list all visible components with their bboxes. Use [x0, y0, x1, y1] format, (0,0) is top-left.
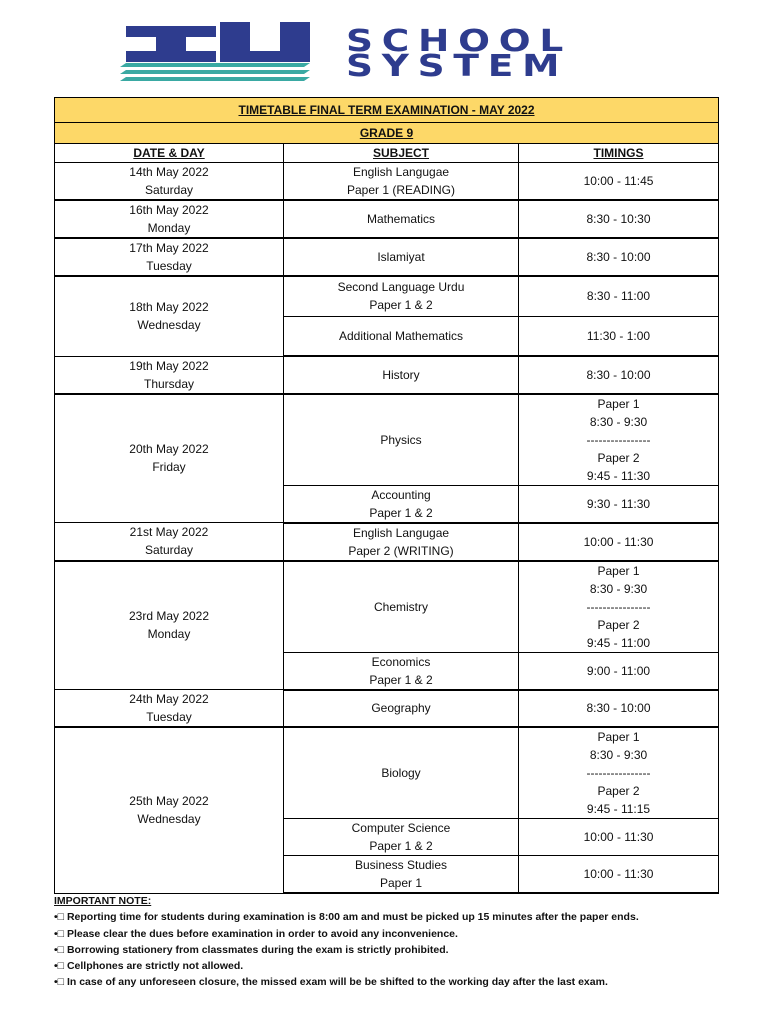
column-header-date: DATE & DAY	[55, 144, 284, 163]
exam-subject-line: Paper 1 & 2	[369, 505, 433, 520]
exam-date: 14th May 2022	[129, 165, 209, 179]
exam-date-cell	[55, 561, 284, 690]
exam-subject-line: Business Studies	[354, 858, 448, 872]
exam-date-cell	[55, 394, 284, 523]
column-header-subject: SUBJECT	[284, 144, 519, 163]
exam-subject-line: Physics	[380, 432, 422, 447]
exam-date: 23rd May 2022	[128, 609, 210, 624]
exam-timing-cell	[519, 523, 719, 561]
exam-date: 16th May 2022	[129, 203, 209, 217]
exam-timing-line: 9:30 - 11:30	[586, 496, 651, 511]
note-title: IMPORTANT NOTE:	[54, 895, 152, 907]
exam-date: 20th May 2022	[129, 442, 209, 457]
exam-subject-line: Paper 2 (WRITING)	[348, 543, 454, 558]
exam-timing-line: 8:30 - 11:00	[586, 289, 651, 304]
exam-subject-line: Computer Science	[351, 821, 451, 835]
bullet-icon: •□	[54, 976, 65, 989]
bullet-icon: •□	[54, 911, 65, 924]
exam-date-cell	[55, 276, 284, 356]
exam-timing-cell	[519, 561, 719, 653]
exam-day: Thursday	[143, 376, 195, 391]
exam-timing-line: ----------------	[586, 432, 651, 447]
exam-date: 21st May 2022	[129, 525, 209, 540]
exam-subject-cell	[284, 561, 519, 653]
bullet-icon: •□	[54, 927, 65, 940]
exam-date: 18th May 2022	[129, 300, 209, 315]
exam-subject-line: Accounting	[371, 487, 431, 502]
bullet-icon: •□	[54, 943, 65, 956]
exam-subject-cell	[284, 276, 519, 316]
exam-timing-line: 9:45 - 11:15	[586, 802, 651, 816]
exam-subject-line: Paper 1 & 2	[369, 839, 433, 853]
exam-timing-line: 9:45 - 11:30	[586, 468, 651, 483]
exam-day: Wednesday	[137, 812, 201, 827]
note-text: Please clear the dues before examination in order to avoid any inconvenience.	[66, 927, 458, 940]
exam-subject-cell	[284, 690, 519, 728]
note-list	[54, 909, 744, 990]
note-item	[54, 974, 744, 990]
exam-subject-line: Mathematics	[366, 212, 436, 226]
exam-timing-line: 9:00 - 11:00	[586, 663, 651, 678]
exam-timing-cell	[519, 727, 719, 819]
exam-day: Tuesday	[146, 259, 192, 273]
exam-date: 25th May 2022	[129, 794, 209, 809]
note-text: Reporting time for students during examination is 8:00 am and must be picked up 15 minutes after the paper ends.	[66, 911, 639, 924]
exam-timing-line: Paper 1	[597, 396, 640, 411]
exam-timing-line: 10:00 - 11:30	[583, 867, 654, 881]
exam-timing-line: Paper 1	[597, 563, 640, 578]
exam-day: Friday	[152, 460, 186, 475]
exam-timing-cell	[519, 652, 719, 690]
exam-date-cell	[55, 200, 284, 238]
exam-timing-line: 11:30 - 1:00	[586, 328, 651, 343]
exam-timing-cell	[519, 238, 719, 276]
exam-subject-line: Paper 1	[379, 876, 423, 890]
exam-subject-cell	[284, 523, 519, 561]
exam-timing-cell	[519, 394, 719, 486]
exam-timing-line: 10:00 - 11:30	[583, 830, 654, 844]
exam-timing-line: Paper 2	[597, 617, 640, 632]
exam-timing-line: Paper 2	[597, 784, 640, 798]
important-note	[54, 893, 744, 991]
exam-subject-cell	[284, 819, 519, 856]
timetable-row	[55, 727, 719, 819]
logo-stripe-2	[120, 70, 310, 74]
exam-date-cell	[55, 163, 284, 201]
timetable-row	[55, 523, 719, 561]
exam-day: Wednesday	[137, 318, 201, 333]
exam-timing-line: 10:00 - 11:30	[583, 534, 654, 549]
exam-timing-cell	[519, 276, 719, 316]
timetable-row	[55, 163, 719, 201]
exam-subject-line: Additional Mathematics	[338, 328, 464, 343]
timetable-row	[55, 276, 719, 316]
exam-subject-cell	[284, 163, 519, 201]
exam-subject-cell	[284, 238, 519, 276]
exam-timing-line: 8:30 - 10:00	[586, 367, 651, 382]
timetable-row	[55, 690, 719, 728]
exam-timing-line: Paper 1	[597, 730, 640, 744]
exam-subject-cell	[284, 727, 519, 819]
exam-timing-line: ----------------	[586, 766, 651, 780]
timetable-title: TIMETABLE FINAL TERM EXAMINATION - MAY 2022	[55, 98, 719, 123]
exam-subject-cell	[284, 316, 519, 356]
exam-day: Tuesday	[146, 710, 192, 724]
note-item	[54, 958, 744, 974]
exam-day: Saturday	[144, 543, 194, 558]
exam-timing-line: 8:30 - 9:30	[589, 414, 648, 429]
exam-day: Monday	[147, 627, 191, 642]
exam-day: Monday	[147, 221, 191, 235]
timetable-row	[55, 200, 719, 238]
exam-date-cell	[55, 727, 284, 893]
note-text: Borrowing stationery from classmates during the exam is strictly prohibited.	[66, 943, 449, 956]
exam-subject-line: Chemistry	[373, 599, 428, 614]
exam-timing-line: ----------------	[586, 599, 651, 614]
exam-subject-line: Paper 1 (READING)	[346, 183, 456, 197]
exam-subject-line: History	[382, 367, 420, 382]
note-item	[54, 909, 744, 925]
school-name	[346, 24, 573, 84]
note-item	[54, 926, 744, 942]
exam-subject-line: Second Language Urdu	[337, 280, 465, 295]
exam-timing-line: 8:30 - 10:30	[586, 212, 651, 226]
exam-timing-cell	[519, 819, 719, 856]
exam-subject-cell	[284, 200, 519, 238]
exam-timing-line: 8:30 - 10:00	[586, 250, 651, 264]
exam-date-cell	[55, 523, 284, 561]
school-logo	[120, 16, 680, 88]
exam-timing-cell	[519, 163, 719, 201]
exam-subject-line: Biology	[381, 766, 421, 780]
exam-timing-line: Paper 2	[597, 450, 640, 465]
exam-date: 17th May 2022	[129, 241, 209, 255]
exam-timing-cell	[519, 356, 719, 394]
exam-timing-cell	[519, 200, 719, 238]
exam-date: 24th May 2022	[129, 692, 209, 706]
exam-subject-line: English Langugae	[352, 525, 450, 540]
exam-subject-line: Economics	[371, 654, 431, 669]
exam-timing-cell	[519, 316, 719, 356]
exam-day: Saturday	[144, 183, 194, 197]
exam-subject-cell	[284, 485, 519, 523]
exam-subject-line: Paper 1 & 2	[369, 298, 433, 313]
logo-stripe-1	[120, 63, 310, 67]
timetable-row	[55, 238, 719, 276]
exam-timing-line: 8:30 - 10:00	[586, 701, 651, 716]
exam-subject-cell	[284, 356, 519, 394]
exam-timing-line: 8:30 - 9:30	[589, 581, 648, 596]
exam-timing-line: 8:30 - 9:30	[589, 748, 648, 762]
exam-subject-line: Geography	[371, 701, 431, 716]
exam-subject-cell	[284, 394, 519, 486]
bullet-icon: •□	[54, 960, 65, 973]
exam-date-cell	[55, 238, 284, 276]
timetable-row	[55, 561, 719, 653]
exam-timing-cell	[519, 485, 719, 523]
logo-letter-u-base	[220, 51, 310, 62]
exam-timing-cell	[519, 690, 719, 728]
exam-subject-line: English Langugae	[352, 165, 450, 179]
exam-timing-line: 10:00 - 11:45	[583, 174, 654, 188]
exam-date: 19th May 2022	[129, 358, 209, 373]
exam-timetable	[54, 97, 719, 894]
timetable-row	[55, 356, 719, 394]
exam-subject-line: Paper 1 & 2	[369, 672, 433, 687]
exam-subject-cell	[284, 652, 519, 690]
exam-timing-line: 9:45 - 11:00	[586, 635, 651, 650]
logo-stripe-3	[120, 77, 310, 81]
timetable-row	[55, 394, 719, 486]
grade-label: GRADE 9	[55, 123, 719, 144]
exam-date-cell	[55, 690, 284, 728]
school-name-line-2: SYSTEM	[346, 49, 569, 84]
exam-timing-cell	[519, 856, 719, 894]
note-text: In case of any unforeseen closure, the missed exam will be be shifted to the working day after the last exam.	[66, 976, 608, 989]
logo-letter-i-bottom	[126, 51, 216, 62]
exam-subject-line: Islamiyat	[377, 250, 425, 264]
school-name-line-1: SCHOOL	[346, 24, 573, 59]
column-header-timings: TIMINGS	[519, 144, 719, 163]
exam-date-cell	[55, 356, 284, 394]
note-item	[54, 942, 744, 958]
note-text: Cellphones are strictly not allowed.	[66, 960, 244, 973]
exam-subject-cell	[284, 856, 519, 894]
